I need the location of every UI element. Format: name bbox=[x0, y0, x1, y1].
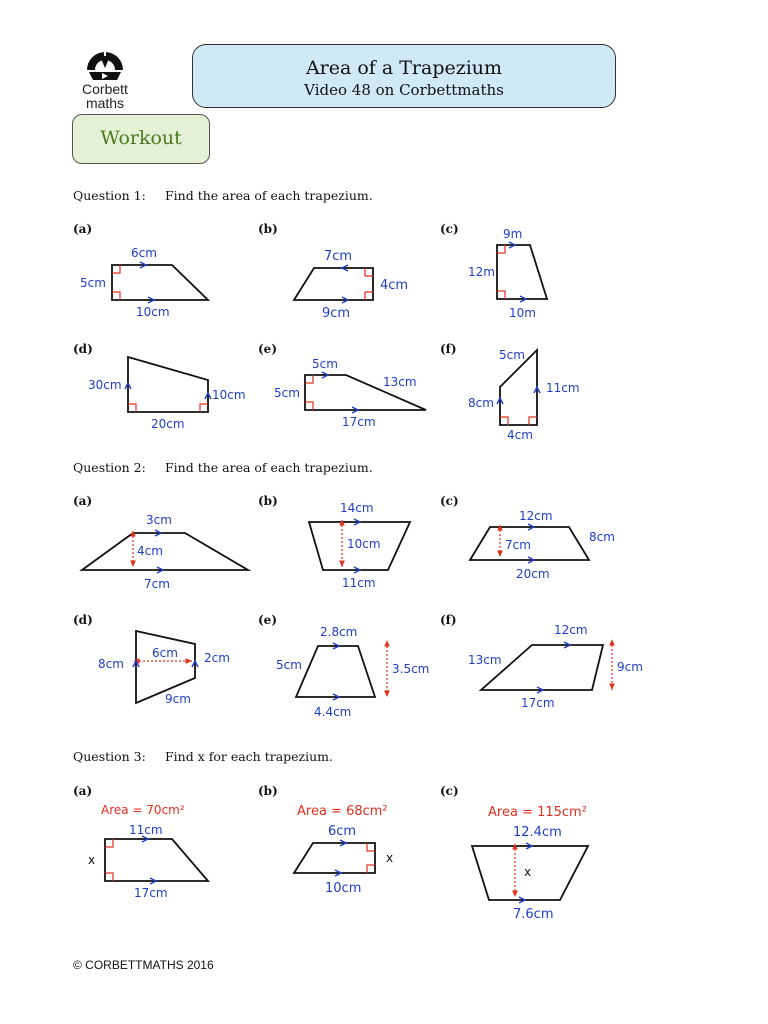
q2d-label-right: 2cm bbox=[204, 651, 230, 665]
q1b-label-top: 7cm bbox=[324, 249, 353, 264]
q3a-label-bottom: 17cm bbox=[134, 886, 168, 900]
q2-part-e-label: (e) bbox=[258, 613, 277, 627]
q2b-label-height: 10cm bbox=[347, 537, 381, 551]
question-1-label: Question 1: bbox=[73, 188, 146, 203]
q1e-label-slant: 13cm bbox=[383, 375, 417, 389]
q2-part-a-label: (a) bbox=[73, 494, 93, 508]
q3b-area: Area = 68cm² bbox=[297, 804, 388, 819]
q2f-label-top: 12cm bbox=[554, 623, 588, 637]
q1-part-e-label: (e) bbox=[258, 342, 277, 356]
q1c-trapezium bbox=[468, 227, 547, 320]
question-1-text: Find the area of each trapezium. bbox=[165, 188, 373, 203]
q1f-label-top: 5cm bbox=[499, 348, 525, 362]
q2-part-b-label: (b) bbox=[258, 494, 278, 508]
q1f-label-left: 8cm bbox=[468, 396, 494, 410]
q1b-trapezium bbox=[294, 249, 408, 321]
question-3-text: Find x for each trapezium. bbox=[165, 749, 334, 764]
q2-part-c-label: (c) bbox=[440, 494, 459, 508]
q3a-trapezium bbox=[88, 803, 208, 900]
q2c-label-height: 7cm bbox=[505, 538, 531, 552]
q1-part-c-label: (c) bbox=[440, 222, 459, 236]
q2f-trapezium bbox=[468, 623, 643, 710]
q2-part-d-label: (d) bbox=[73, 613, 93, 627]
q2e-trapezium bbox=[276, 625, 429, 719]
q2-part-f-label: (f) bbox=[440, 613, 457, 627]
q2d-label-width: 6cm bbox=[152, 646, 178, 660]
q3a-label-x: x bbox=[88, 853, 96, 867]
q2e-label-height: 3.5cm bbox=[392, 662, 430, 676]
q2a-label-top: 3cm bbox=[146, 513, 172, 527]
q1b-label-right: 4cm bbox=[380, 278, 409, 293]
page-title: Area of a Trapezium bbox=[305, 57, 503, 79]
q1a-label-left: 5cm bbox=[80, 276, 106, 290]
q1d-label-right: 10cm bbox=[212, 388, 246, 402]
q3-part-c-label: (c) bbox=[440, 784, 459, 798]
q3b-label-x: x bbox=[386, 851, 394, 865]
q1f-label-bottom: 4cm bbox=[507, 428, 533, 442]
q2b-label-top: 14cm bbox=[340, 501, 374, 515]
q1c-label-left: 12m bbox=[468, 265, 495, 279]
q3c-label-x: x bbox=[524, 865, 532, 879]
q1a-label-top: 6cm bbox=[131, 246, 157, 260]
q3c-trapezium bbox=[472, 805, 588, 922]
logo-text-line2: maths bbox=[85, 95, 125, 111]
q2f-label-bottom: 17cm bbox=[521, 696, 555, 710]
q3b-label-top: 6cm bbox=[328, 824, 357, 839]
q1a-label-bottom: 10cm bbox=[136, 305, 170, 319]
question-2-label: Question 2: bbox=[73, 460, 146, 475]
q2d-label-left: 8cm bbox=[98, 657, 124, 671]
q1e-label-left: 5cm bbox=[274, 386, 300, 400]
question-2-text: Find the area of each trapezium. bbox=[165, 460, 373, 475]
q1d-label-left: 30cm bbox=[88, 378, 122, 392]
q2c-label-slant: 8cm bbox=[589, 530, 615, 544]
q2c-label-bottom: 20cm bbox=[516, 567, 550, 581]
q1d-label-bottom: 20cm bbox=[151, 417, 185, 431]
q3-part-b-label: (b) bbox=[258, 784, 278, 798]
q3b-label-bottom: 10cm bbox=[325, 881, 362, 896]
logo-text-line1: Corbett bbox=[82, 81, 128, 97]
q2a-trapezium bbox=[82, 513, 248, 591]
copyright-footer: © CORBETTMATHS 2016 bbox=[73, 958, 214, 972]
q2e-label-top: 2.8cm bbox=[320, 625, 358, 639]
q1-part-a-label: (a) bbox=[73, 222, 93, 236]
q2d-trapezium bbox=[98, 631, 230, 706]
q3a-area: Area = 70cm² bbox=[101, 803, 185, 817]
q2f-label-left: 13cm bbox=[468, 653, 502, 667]
page-subtitle: Video 48 on Corbettmaths bbox=[304, 81, 504, 99]
q1f-trapezium bbox=[468, 348, 580, 442]
q3a-label-top: 11cm bbox=[129, 823, 163, 837]
q3c-label-top: 12.4cm bbox=[513, 825, 562, 840]
q2c-trapezium bbox=[470, 509, 615, 581]
q2e-label-left: 5cm bbox=[276, 658, 302, 672]
q3c-label-bottom: 7.6cm bbox=[513, 907, 554, 922]
q1-part-d-label: (d) bbox=[73, 342, 93, 356]
q2d-label-slant: 9cm bbox=[165, 692, 191, 706]
question-3-label: Question 3: bbox=[73, 749, 146, 764]
q1a-trapezium bbox=[80, 246, 208, 319]
q2f-label-height: 9cm bbox=[617, 660, 643, 674]
q2b-trapezium bbox=[309, 501, 410, 590]
q3c-area: Area = 115cm² bbox=[488, 805, 587, 820]
q2e-label-bottom: 4.4cm bbox=[314, 705, 352, 719]
q2a-label-height: 4cm bbox=[137, 544, 163, 558]
q1-part-f-label: (f) bbox=[440, 342, 457, 356]
q1e-trapezium bbox=[274, 357, 426, 429]
q1-part-b-label: (b) bbox=[258, 222, 278, 236]
q1b-label-bottom: 9cm bbox=[322, 306, 351, 321]
q3-part-a-label: (a) bbox=[73, 784, 93, 798]
q1d-trapezium bbox=[88, 357, 246, 431]
q1c-label-top: 9m bbox=[503, 227, 523, 241]
q1e-label-bottom: 17cm bbox=[342, 415, 376, 429]
q2c-label-top: 12cm bbox=[519, 509, 553, 523]
q2a-label-bottom: 7cm bbox=[144, 577, 170, 591]
q2b-label-bottom: 11cm bbox=[342, 576, 376, 590]
q1f-label-right: 11cm bbox=[546, 381, 580, 395]
q1c-label-bottom: 10m bbox=[509, 306, 536, 320]
q1e-label-top: 5cm bbox=[312, 357, 338, 371]
q3b-trapezium bbox=[294, 804, 393, 896]
workout-badge: Workout bbox=[72, 114, 210, 164]
